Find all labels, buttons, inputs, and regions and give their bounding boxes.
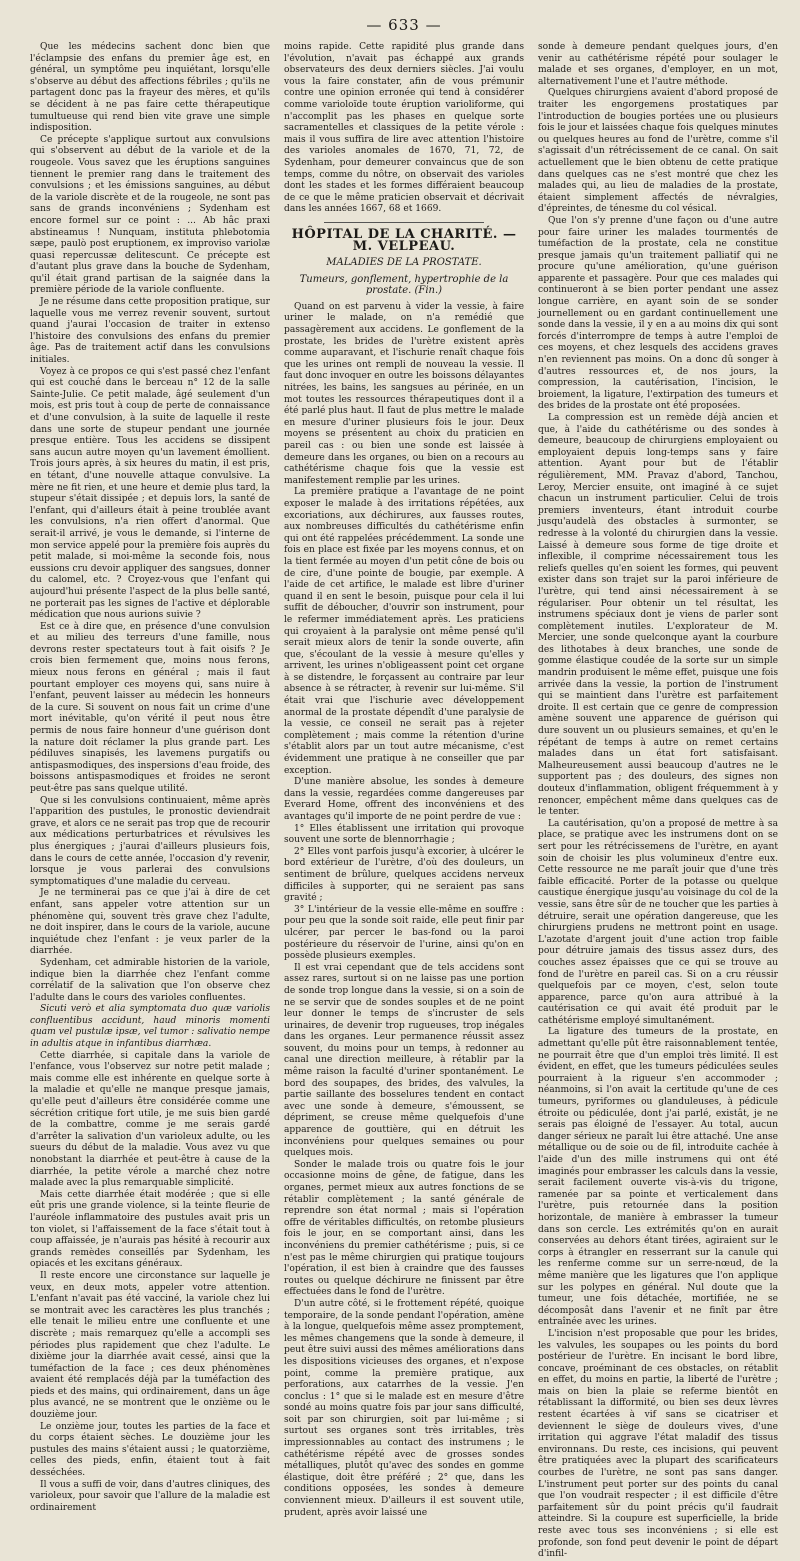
paragraph: Que si les convulsions continuaient, même après l'apparition des pustules, le pronostic deviendrait grave, et alors ce ne serait pas trop que de recourir aux médications perturbatrices et révulsives les plus énergiques ; j'aurai d'ailleurs plusieurs fois, dans le cours de cette année, l'occasion d'y revenir, lorsque je vous parlerai des convulsions symptomatiques d'une maladie du cerveau.: [30, 795, 270, 887]
paragraph: La ligature des tumeurs de la prostate, en admettant qu'elle pût être raisonnablement tentée, ne pourrait être que d'un emploi très limité. Il est évident, en effet, que les tumeurs pédiculées seules pourraient à la rigueur s'en accommoder ; néanmoins, si l'on avait la certitude qu'une de ces tumeurs, pyriformes ou glanduleuses, à pédicule étroite ou pédiculée, dont j'ai parlé, existât, je ne serais pas éloigné de l'essayer. Au total, aucun danger sérieux ne paraît lui être attaché. Une anse métallique ou de soie ou de fil, introduite cachée à l'aide d'un des mille instrumens qui ont été imaginés pour embrasser les calculs dans la vessie, serait facilement ouverte vis-à-vis du trigone, ramenée par sa pointe et verticalement dans l'urètre, puis retournée dans la position horizontale, de manière à embrasser la tumeur dans son cercle. Les extrémités qu'on en aurait conservées au dehors étant tirées, agiraient sur le corps à étrangler en resserrant sur la canule qui les renferme comme sur un serre-nœud, de la même manière que les ligatures que l'on applique sur les polypes en général. Nul doute que la tumeur, une fois détachée, mortifiée, ne se décomposât dans l'avenir et ne finît par être entraînée avec les urines.: [538, 1027, 778, 1328]
paragraph: Le onzième jour, toutes les parties de la face et du corps étaient sèches. Le douzième jour les pustules des mains s'étaient aussi ; le quatorzième, celles des pieds, enfin, étaient tout à fait desséchées.: [30, 1421, 270, 1479]
paragraph: Il est vrai cependant que de tels accidens sont assez rares, surtout si on ne laisse pas une portion de sonde trop longue dans la vessie, si on a soin de ne se servir que de sondes souples et de ne point leur donner le temps de s'incruster de sels urinaires, de devenir trop rugueuses, trop inégales dans les organes. Leur permanence réussit assez souvent, du moins pour un temps, à redonner au canal une direction meilleure, à rétablir par la même raison la faculté d'uriner spontanément. Le bord des soupapes, des brides, des valvules, la partie saillante des bosselures tendent en contact avec une sonde à demeure, s'émoussent, se dépriment, se creuse même quelquefois d'une apparence de gouttière, qui en détruit les inconvéniens pour quelques semaines ou pour quelques mois.: [284, 962, 524, 1159]
column-middle-body: [284, 302, 524, 1519]
column-right: [538, 42, 778, 1560]
paragraph: La première pratique a l'avantage de ne point exposer le malade à des irritations répétées, aux excoriations, aux déchirures, aux fausses routes, aux nombreuses difficultés du cathétérisme enfin qui ont été rappelées précédemment. La sonde une fois en place est fixée par les moyens connus, et on la tient fermée au moyen d'un petit cône de bois ou de cire, d'une pointe de bougie, par exemple. A l'aide de cet artifice, le malade est libre d'uriner quand il en sent le besoin, puisque pour cela il lui suffit de déboucher, d'ouvrir son instrument, pour le refermer immédiatement après. Les praticiens qui croyaient à la paralysie ont même pensé qu'il serait mieux alors de tenir la sonde ouverte, afin que, s'écoulant de la vessie à mesure qu'elles y arrivent, les urines n'obligeassent point cet organe à se distendre, le forçassent au contraire par leur absence à se rétracter, à revenir sur lui-même. S'il était vrai que l'ischurie avec développement anormal de la prostate dépendît d'une paralysie de la vessie, ce conseil ne serait pas à rejeter complètement ; mais comme la rétention d'urine s'établit alors par un tout autre mécanisme, c'est évidemment une pratique à ne conseiller que par exception.: [284, 487, 524, 776]
paragraph: 1° Elles établissent une irritation qui provoque souvent une sorte de blennorrhagie ;: [284, 823, 524, 846]
paragraph: La cautérisation, qu'on a proposé de mettre à sa place, se pratique avec les instrumens dont on se sert pour les rétrécissemens de l'urètre, en ayant soin de choisir les plus volumineux d'entre eux. Cette ressource ne me paraît jouir que d'une très faible efficacité. Porter de la potasse ou quelque caustique énergique jusqu'au voisinage du col de la vessie, sans être sûr de ne toucher que les parties à détruire, serait une opération dangereuse, que les chirurgiens prudens ne mettront point en usage. L'azotate d'argent jouit d'une action trop faible pour détruire jamais des tissus assez durs, des couches assez épaisses que ce qui se trouve au fond de l'urètre en pareil cas. Si on a cru réussir quelquefois par ce moyen, c'est, selon toute apparence, parce qu'on aura attribué à la cautérisation ce qui avait été produit par le cathétérisme employé simultanément.: [538, 818, 778, 1026]
paragraph: Je ne résume dans cette proposition pratique, sur laquelle vous me verrez revenir souvent, surtout quand j'aurai l'occasion de traiter in extenso l'histoire des convulsions des enfans du premier âge. Pas de traitement actif dans les convulsions initiales.: [30, 297, 270, 366]
paragraph: Sonder le malade trois ou quatre fois le jour occasionne moins de gêne, de fatigue, dans les organes, permet mieux aux autres fonctions de se rétablir complètement ; la santé générale de reprendre son état normal ; mais si l'opération offre de véritables difficultés, on retombe plusieurs fois le jour, en se comportant ainsi, dans les inconvéniens du premier cathétérisme ; puis, si ce n'est pas le même chirurgien qui pratique toujours l'opération, il est bien à craindre que des fausses routes ou quelque déchirure ne finissent par être effectuées dans le fond de l'urètre.: [284, 1159, 524, 1298]
paragraph: D'une manière absolue, les sondes à demeure dans la vessie, regardées comme dangereuses par Everard Home, offrent des inconvéniens et des avantages qu'il importe de ne point perdre de vue :: [284, 777, 524, 822]
paragraph: Sicuti verò et alia symptomata duo quæ variolis confluentibus accidunt, haud minoris momenti quam vel pustulæ ipsæ, vel tumor : salivatio nempe in adultis atque in infantibus diarrhæa.: [30, 1004, 270, 1050]
column-middle: [284, 42, 524, 1518]
paragraph: L'incision n'est proposable que pour les brides, les valvules, les soupapes ou les points du bord postérieur de l'urètre. En incisant le bord libre, concave, proéminant de ces obstacles, on rétablit en effet, du moins en partie, la liberté de l'urètre ; mais on bien la plaie se referme bientôt en rétablissant la difformité, ou bien ses deux lèvres restent écartées à vif sans se cicatriser et deviennent le siège de douleurs vives, d'une irritation qui aggrave l'état maladif des tissus environnans. Du reste, ces incisions, qui peuvent être pratiquées avec la plupart des scarificateurs courbes de l'urètre, ne sont pas sans danger. L'instrument peut porter sur des points du canal que l'on voudrait respecter ; il est difficile d'être parfaitement sûr du point précis qu'il faudrait atteindre. Si la coupure est superficielle, la bride reste avec tous ses inconvéniens ; si elle est profonde, son fond peut devenir le point de départ d'infil-: [538, 1328, 778, 1560]
paragraph: 2° Elles vont parfois jusqu'à excorier, à ulcérer le bord extérieur de l'urètre, d'où des douleurs, un sentiment de brûlure, quelques accidens nerveux difficiles à supporter, qui ne seraient pas sans gravité ;: [284, 846, 524, 904]
paragraph: Je ne terminerai pas ce que j'ai à dire de cet enfant, sans appeler votre attention sur un phénomène qui, souvent très grave chez l'adulte, ne doit inspirer, dans le cours de la variole, aucune inquiétude chez l'enfant : je veux parler de la diarrhée.: [30, 888, 270, 957]
section-heading: HÔPITAL DE LA CHARITÉ. — M. VELPEAU.: [291, 226, 517, 254]
text-columns: [30, 42, 778, 1560]
paragraph: Que l'on s'y prenne d'une façon ou d'une autre pour faire uriner les malades tourmentés de tuméfaction de la prostate, cela ne constitue presque jamais qu'un traitement palliatif qui ne procure qu'une amélioration, qu'une guérison apparente et passagère. Pour que ces malades qui continueront à se bien porter pendant une assez longue carrière, en ayant soin de se sonder journellement ou en gardant continuellement une sonde dans la vessie, il y en a au moins dix qui sont forcés d'interrompre de temps à autre l'emploi de ces moyens, et chez lesquels des accidens graves n'en reviennent pas moins. On a donc dû songer à d'autres ressources et, de nos jours, la compression, la cautérisation, l'incision, le broiement, la ligature, l'extirpation des tumeurs et des brides de la prostate ont été proposées.: [538, 215, 778, 412]
paragraph: Il vous a suffi de voir, dans d'autres cliniques, des varioleux, pour savoir que l'allure de la maladie est ordinairement: [30, 1479, 270, 1513]
section-subheading: MALADIES DE LA PROSTATE.: [326, 257, 482, 269]
paragraph: Ce précepte s'applique surtout aux convulsions qui s'observent au début de la variole et de la rougeole. Vous savez que les éruptions sanguines tiennent le premier rang dans le traitement des convulsions ; et les émissions sanguines, au début de la variole discrète et de la rougeole, ne sont pas sans de grands inconvéniens ; Sydenham est encore formel sur ce point : ... Ab hâc praxi abstineamus ! Nunquam, instituta phlebotomia sæpe, paulò post eruptionem, ex improviso variolæ quasi repercussæ delitescunt. Ce précepte est d'autant plus grave dans la bouche de Sydenham, qu'il était grand partisan de la saignée dans la première période de la variole confluente.: [30, 134, 270, 296]
paragraph: Sydenham, cet admirable historien de la variole, indique bien la diarrhée chez l'enfant comme corrélatif de la salivation que l'on observe chez l'adulte dans le cours des varioles confluentes.: [30, 957, 270, 1003]
paragraph: Quelques chirurgiens avaient d'abord proposé de traiter les engorgemens prostatiques par l'introduction de bougies portées une ou plusieurs fois le jour et laissées chaque fois quelques minutes ou quelques heures au fond de l'urètre, comme s'il s'agissait d'un rétrécissement de ce canal. On sait actuellement que le bien obtenu de cette pratique dans quelques cas ne s'est montré que chez les malades qui, au lieu de maladies de la prostate, étaient simplement affectés de névralgies, d'épreintes, de ténesme du col vésical.: [538, 88, 778, 215]
page-number: — 633 —: [366, 16, 442, 34]
paragraph: D'un autre côté, si le frottement répété, quoique temporaire, de la sonde pendant l'opération, amène à la longue, quelquefois même assez promptement, les mêmes changemens que la sonde à demeure, il peut être suivi aussi des mêmes améliorations dans les dispositions vicieuses des organes, et n'expose point, comme la première pratique, aux perforations, aux catarrhes de la vessie. J'en conclus : 1° que si le malade est en mesure d'être sondé au moins quatre fois par jour sans difficulté, soit par son chirurgien, soit par lui-même ; si surtout ses organes sont très irritables, très impressionnables au contact des instrumens ; le cathétérisme répété avec de grosses sondes métalliques, plutôt qu'avec des sondes en gomme élastique, doit être préféré ; 2° que, dans les conditions opposées, les sondes à demeure conviennent mieux. D'ailleurs il est souvent utile, prudent, après avoir laissé une: [284, 1298, 524, 1518]
section-divider: [324, 222, 484, 223]
paragraph: Que les médecins sachent donc bien que l'éclampsie des enfans du premier âge est, en général, un symptôme peu inquiétant, lorsqu'elle s'observe au début des affections fébriles ; qu'ils ne partagent donc pas la frayeur des mères, et qu'ils se décident à ne pas faire cette thérapeutique tumultueuse qui rend bien vite grave une simple indisposition.: [30, 42, 270, 134]
paragraph: Cette diarrhée, si capitale dans la variole de l'enfance, vous l'observez sur notre petit malade ; mais comme elle est inhérente en quelque sorte à la maladie et qu'elle ne manque presque jamais, qu'elle peut d'ailleurs être considérée comme une sécrétion critique fort utile, je me suis bien gardé de la combattre, comme je me serais gardé d'arrêter la salivation d'un varioleux adulte, ou les sueurs du début de la maladie. Vous avez vu que nonobstant la diarrhée et peut-être à cause de la diarrhée, la petite vérole a marché chez notre malade avec la plus remarquable simplicité.: [30, 1050, 270, 1189]
column-left: [30, 42, 270, 1513]
paragraph: Est ce à dire que, en présence d'une convulsion et au milieu des terreurs d'une famille, nous devrons rester spectateurs tout à fait oisifs ? Je crois bien fermement que, moins nous ferons, mieux nous ferons en général ; mais il faut pourtant employer ces moyens qui, sans nuire à l'enfant, peuvent laisser au médecin les honneurs de la cure. Si souvent on nous fait un crime d'une mort inévitable, qu'on vérité il peut nous être permis de nous faire honneur d'une guérison dont la nature doit réclamer la plus grande part. Les pédiluves sinapisés, les lavemens purgatifs ou antispasmodiques, des inspersions d'eau froide, des boissons antispasmodiques et froides ne seront peut-être pas sans quelque utilité.: [30, 621, 270, 794]
paragraph: Il reste encore une circonstance sur laquelle je veux, en deux mots, appeler votre attention. L'enfant n'avait pas été vacciné, la variole chez lui se montrait avec les caractères les plus tranchés ; elle tenait le milieu entre une confluente et une discrète ; mais remarquez qu'elle a accompli ses périodes plus rapidement que chez l'adulte. Le dixième jour la diarrhée avait cessé, ainsi que la tuméfaction de la face ; ces deux phénomènes avaient été remplacés déjà par la tuméfaction des pieds et des mains, qui ordinairement, dans un âge plus avancé, ne se montrent que le onzième ou le douzième jour.: [30, 1270, 270, 1421]
column-middle-top: [284, 42, 524, 216]
paragraph: Quand on est parvenu à vider la vessie, à faire uriner le malade, on n'a remédié que passagèrement aux accidens. Le gonflement de la prostate, les brides de l'urètre existent après comme auparavant, et l'ischurie renaît chaque fois que les urines ont rempli de nouveau la vessie. Il faut donc invoquer en outre les boissons délayantes nitrées, les bains, les sangsues au périnée, en un mot toutes les ressources thérapeutiques dont il a été parlé plus haut. Il faut de plus mettre le malade en mesure d'uriner plusieurs fois le jour. Deux moyens se présentent au choix du praticien en pareil cas : ou bien une sonde est laissée à demeure dans les organes, ou bien on a recours au cathétérisme chaque fois que la vessie est manifestement remplie par les urines.: [284, 301, 524, 486]
paragraph: moins rapide. Cette rapidité plus grande dans l'évolution, n'avait pas échappé aux grands observateurs des deux derniers siècles. J'ai voulu vous la faire constater, afin de vous prémunir contre une opinion erronée qui tend à considérer comme varioloïde toute éruption varioliforme, qui n'accomplit pas les phases en quelque sorte sacramentelles et classiques de la petite vérole : mais il vous suffira de lire avec attention l'histoire des varioles anomales de 1670, 71, 72, de Sydenham, pour demeurer convaincus que de son temps, comme du nôtre, on observait des varioles dont les stades et les formes différaient beaucoup de ce que le même praticien observait et décrivait dans les années 1667, 68 et 1669.: [284, 42, 524, 215]
paragraph: sonde à demeure pendant quelques jours, d'en venir au cathétérisme répété pour soulager le malade et ses organes, d'employer, en un mot, alternativement l'une et l'autre méthode.: [538, 42, 778, 87]
paragraph: Voyez à ce propos ce qui s'est passé chez l'enfant qui est couché dans le berceau n° 12 de la salle Sainte-Julie. Ce petit malade, âgé seulement d'un mois, est pris tout à coup de perte de connaissance et d'une convulsion, à la suite de laquelle il reste dans une sorte de stupeur pendant une journée presque entière. Tous les accidens se dissipent sans aucun autre moyen qu'un lavement émollient. Trois jours après, à six heures du matin, il est pris, en tétant, d'une nouvelle attaque convulsive. La mère ne fit rien, et une heure et demie plus tard, la stupeur s'était dissipée ; et depuis lors, la santé de l'enfant, qui d'ailleurs était à peine troublée avant les convulsions, n'a rien offert d'anormal. Que serait-il arrivé, je vous le demande, si l'interne de mon service appelé pour la première fois auprès du petit malade, si moi-même la seconde fois, nous eussions cru devoir appliquer des sangsues, donner du calomel, etc. ? Croyez-vous que l'enfant qui aujourd'hui présente l'aspect de la plus belle santé, ne porterait pas les signes de l'active et déplorable médication que nous aurions suivie ?: [30, 366, 270, 621]
paragraph: Mais cette diarrhée était modérée ; que si elle eût pris une grande violence, si la teinte fleurie de l'auréole inflammatoire des pustules avait pris un ton violet, si l'affaissement de la face s'était tout à coup affaissée, je n'aurais pas hésité à recourir aux grands remèdes conseillés par Sydenham, les opiacés et les excitans généraux.: [30, 1189, 270, 1270]
section-topic: Tumeurs, gonflement, hypertrophie de la prostate. (Fin.): [299, 273, 509, 297]
paragraph: La compression est un remède déjà ancien et que, à l'aide du cathétérisme ou des sondes à demeure, beaucoup de chirurgiens employaient ou employaient depuis long-temps sans y faire attention. Ayant pour but de l'établir régulièrement, MM. Pravaz d'abord, Tanchou, Leroy, Mercier ensuite, ont imaginé à ce sujet chacun un instrument particulier. Celui de trois premiers inventeurs, étant introduit courbe jusqu'audelà des obstacles à surmonter, se redresse à la volonté du chirurgien dans la vessie. Laissé à demeure sous forme de tige droite et inflexible, il comprime nécessairement tous les reliefs quelles qu'en soient les formes, qui peuvent exister dans son trajet sur la paroi inférieure de l'urètre, qui tend ainsi nécessairement à se régulariser. Pour obtenir un tel résultat, les instrumens spéciaux dont je viens de parler sont complètement inutiles. L'explorateur de M. Mercier, une sonde quelconque ayant la courbure des lithotabes à deux branches, une sonde de gomme élastique coudée de la sorte sur un simple mandrin produisent le même effet, puisque une fois arrivée dans la vessie, la portion de l'instrument qui se maintient dans l'urètre est parfaitement droite. Il est certain que ce genre de compression amène souvent une apparence de guérison qui dure souvent un ou plusieurs semaines, et qu'en le répétant de temps à autre on remet certains malades dans un état fort satisfaisant. Malheureusement aussi beaucoup d'autres ne le supportent pas ; des douleurs, des signes non douteux d'inflammation, obligent fréquemment à y renoncer, empêchent même dans quelques cas de le tenter.: [538, 413, 778, 818]
paragraph: 3° L'intérieur de la vessie elle-même en souffre : pour peu que la sonde soit raide, elle peut finir par ulcérer, par percer le bas-fond ou la paroi postérieure du réservoir de l'urine, ainsi qu'on en possède plusieurs exemples.: [284, 904, 524, 962]
